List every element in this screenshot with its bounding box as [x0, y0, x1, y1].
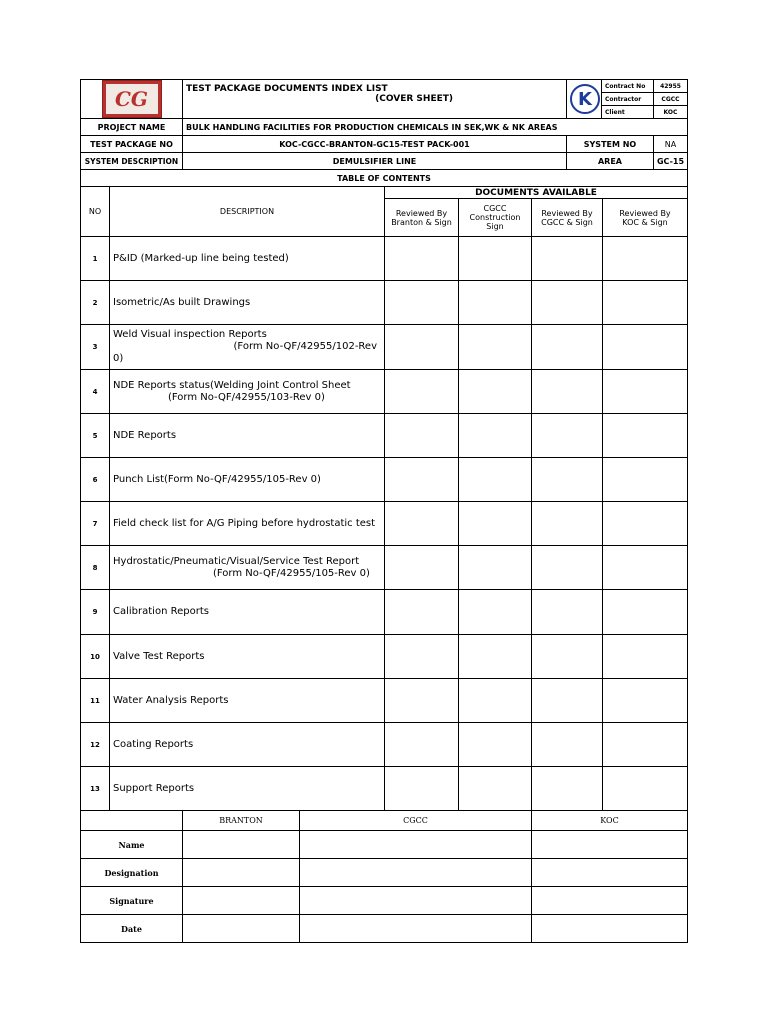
- company-logo-cell: [81, 80, 183, 119]
- sign-cell[interactable]: [385, 546, 459, 590]
- sign-cell[interactable]: [603, 414, 688, 458]
- sign-cell[interactable]: [385, 370, 459, 414]
- sign-cell[interactable]: [603, 679, 688, 723]
- table-row: [81, 635, 688, 679]
- item-number: 5: [81, 414, 110, 458]
- sign-cell[interactable]: [532, 767, 603, 811]
- sign-cell[interactable]: [459, 414, 532, 458]
- col-desc-header: DESCRIPTION: [110, 187, 385, 237]
- client-logo: K: [570, 84, 600, 114]
- item-description: Weld Visual inspection Reports (Form No-QF/42955/102-Rev 0): [110, 325, 385, 370]
- system-no-value: NA: [654, 136, 688, 153]
- signoff-row: [81, 887, 688, 915]
- sign-cell[interactable]: [603, 635, 688, 679]
- contractor-label: Contractor: [602, 93, 654, 106]
- toc-table: [80, 186, 688, 811]
- sign-cell[interactable]: [385, 414, 459, 458]
- table-row: [81, 723, 688, 767]
- signoff-row: [81, 915, 688, 943]
- item-description: NDE Reports: [110, 414, 385, 458]
- item-number: 9: [81, 590, 110, 635]
- signoff-row: [81, 859, 688, 887]
- col-cgcc-construction-header: CGCC Construction Sign: [459, 199, 532, 237]
- item-description: Hydrostatic/Pneumatic/Visual/Service Test Report (Form No-QF/42955/105-Rev 0): [110, 546, 385, 590]
- client-label: Client: [602, 106, 654, 119]
- sign-cell[interactable]: [603, 590, 688, 635]
- item-number: 13: [81, 767, 110, 811]
- item-number: 1: [81, 237, 110, 281]
- col-cgcc-header: Reviewed By CGCC & Sign: [532, 199, 603, 237]
- signoff-entry-cell[interactable]: [183, 915, 300, 943]
- sign-cell[interactable]: [385, 723, 459, 767]
- contract-no-value: 42955: [654, 80, 688, 93]
- contractor-value: CGCC: [654, 93, 688, 106]
- sign-cell[interactable]: [459, 590, 532, 635]
- sign-cell[interactable]: [532, 546, 603, 590]
- table-row: [81, 281, 688, 325]
- col-branton-header: Reviewed By Branton & Sign: [385, 199, 459, 237]
- item-description: Coating Reports: [110, 723, 385, 767]
- item-description: Calibration Reports: [110, 590, 385, 635]
- test-package-index-sheet: [80, 79, 687, 943]
- sign-cell[interactable]: [459, 767, 532, 811]
- sign-cell[interactable]: [532, 370, 603, 414]
- sign-cell[interactable]: [385, 458, 459, 502]
- sign-cell[interactable]: [603, 767, 688, 811]
- item-number: 6: [81, 458, 110, 502]
- title-cell: [183, 80, 567, 119]
- sign-cell[interactable]: [459, 723, 532, 767]
- signoff-row-label: Name: [81, 831, 183, 859]
- signoff-entry-cell[interactable]: [300, 915, 532, 943]
- item-number: 10: [81, 635, 110, 679]
- item-description: Support Reports: [110, 767, 385, 811]
- table-row: [81, 546, 688, 590]
- item-description: NDE Reports status(Welding Joint Control Sheet (Form No-QF/42955/103-Rev 0): [110, 370, 385, 414]
- client-logo-cell: [567, 80, 602, 119]
- sign-cell[interactable]: [385, 635, 459, 679]
- sign-cell[interactable]: [603, 458, 688, 502]
- signoff-entry-cell[interactable]: [532, 859, 688, 887]
- table-row: [81, 679, 688, 723]
- client-value: KOC: [654, 106, 688, 119]
- sign-cell[interactable]: [532, 414, 603, 458]
- sign-cell[interactable]: [532, 281, 603, 325]
- item-number: 7: [81, 502, 110, 546]
- signoff-table: [80, 810, 688, 943]
- signoff-entry-cell[interactable]: [532, 831, 688, 859]
- test-package-value: KOC-CGCC-BRANTON-GC15-TEST PACK-001: [183, 136, 567, 153]
- toc-title: TABLE OF CONTENTS: [81, 170, 688, 187]
- page-title: TEST PACKAGE DOCUMENTS INDEX LIST: [186, 84, 388, 94]
- sign-cell[interactable]: [459, 281, 532, 325]
- sign-cell[interactable]: [385, 281, 459, 325]
- col-no-header: NO: [81, 187, 110, 237]
- company-logo: CG: [102, 80, 162, 118]
- signoff-entry-cell[interactable]: [532, 915, 688, 943]
- sign-cell[interactable]: [532, 325, 603, 370]
- sign-cell[interactable]: [459, 635, 532, 679]
- signoff-party-cgcc: CGCC: [300, 811, 532, 831]
- item-number: 8: [81, 546, 110, 590]
- sign-cell[interactable]: [459, 325, 532, 370]
- sign-cell[interactable]: [385, 767, 459, 811]
- sign-cell[interactable]: [532, 679, 603, 723]
- table-row: [81, 767, 688, 811]
- item-description: Valve Test Reports: [110, 635, 385, 679]
- info-table: [80, 118, 688, 187]
- item-description: Isometric/As built Drawings: [110, 281, 385, 325]
- item-number: 12: [81, 723, 110, 767]
- contract-no-label: Contract No: [602, 80, 654, 93]
- table-row: [81, 414, 688, 458]
- item-number: 4: [81, 370, 110, 414]
- sign-cell[interactable]: [459, 458, 532, 502]
- sign-cell[interactable]: [532, 723, 603, 767]
- sign-cell[interactable]: [459, 679, 532, 723]
- signoff-entry-cell[interactable]: [183, 887, 300, 915]
- signoff-entry-cell[interactable]: [183, 831, 300, 859]
- signoff-corner: [81, 811, 183, 831]
- sign-cell[interactable]: [603, 723, 688, 767]
- table-row: [81, 325, 688, 370]
- system-no-label: SYSTEM NO: [567, 136, 654, 153]
- signoff-entry-cell[interactable]: [183, 859, 300, 887]
- table-row: [81, 502, 688, 546]
- sign-cell[interactable]: [603, 281, 688, 325]
- sign-cell[interactable]: [385, 325, 459, 370]
- table-row: [81, 590, 688, 635]
- test-package-label: TEST PACKAGE NO: [81, 136, 183, 153]
- sign-cell[interactable]: [603, 546, 688, 590]
- item-description: Water Analysis Reports: [110, 679, 385, 723]
- sign-cell[interactable]: [385, 502, 459, 546]
- signoff-entry-cell[interactable]: [300, 859, 532, 887]
- area-label: AREA: [567, 153, 654, 170]
- signoff-entry-cell[interactable]: [532, 887, 688, 915]
- sign-cell[interactable]: [459, 370, 532, 414]
- sign-cell[interactable]: [532, 590, 603, 635]
- sign-cell[interactable]: [532, 635, 603, 679]
- signoff-row-label: Designation: [81, 859, 183, 887]
- sign-cell[interactable]: [603, 370, 688, 414]
- area-value: GC-15: [654, 153, 688, 170]
- signoff-entry-cell[interactable]: [300, 831, 532, 859]
- sign-cell[interactable]: [603, 325, 688, 370]
- signoff-party-koc: KOC: [532, 811, 688, 831]
- table-row: [81, 458, 688, 502]
- sign-cell[interactable]: [532, 502, 603, 546]
- item-number: 3: [81, 325, 110, 370]
- signoff-row-label: Date: [81, 915, 183, 943]
- project-name-value: BULK HANDLING FACILITIES FOR PRODUCTION CHEMICALS IN SEK,WK & NK AREAS: [183, 119, 688, 136]
- cover-sheet-label: (COVER SHEET): [375, 94, 453, 104]
- sign-cell[interactable]: [385, 679, 459, 723]
- sign-cell[interactable]: [459, 502, 532, 546]
- system-desc-value: DEMULSIFIER LINE: [183, 153, 567, 170]
- item-description: Field check list for A/G Piping before hydrostatic test: [110, 502, 385, 546]
- sign-cell[interactable]: [385, 237, 459, 281]
- item-number: 11: [81, 679, 110, 723]
- signoff-row: [81, 831, 688, 859]
- item-number: 2: [81, 281, 110, 325]
- project-name-label: PROJECT NAME: [81, 119, 183, 136]
- sign-cell[interactable]: [532, 458, 603, 502]
- sign-cell[interactable]: [603, 502, 688, 546]
- sign-cell[interactable]: [385, 590, 459, 635]
- table-row: [81, 370, 688, 414]
- col-koc-header: Reviewed By KOC & Sign: [603, 199, 688, 237]
- signoff-party-branton: BRANTON: [183, 811, 300, 831]
- sign-cell[interactable]: [459, 546, 532, 590]
- sign-cell[interactable]: [603, 237, 688, 281]
- system-desc-label: SYSTEM DESCRIPTION: [81, 153, 183, 170]
- header-table: [80, 79, 688, 119]
- item-description: P&ID (Marked-up line being tested): [110, 237, 385, 281]
- sign-cell[interactable]: [459, 237, 532, 281]
- signoff-entry-cell[interactable]: [300, 887, 532, 915]
- table-row: [81, 237, 688, 281]
- signoff-row-label: Signature: [81, 887, 183, 915]
- item-description: Punch List(Form No-QF/42955/105-Rev 0): [110, 458, 385, 502]
- docs-available-header: DOCUMENTS AVAILABLE: [385, 187, 688, 199]
- sign-cell[interactable]: [532, 237, 603, 281]
